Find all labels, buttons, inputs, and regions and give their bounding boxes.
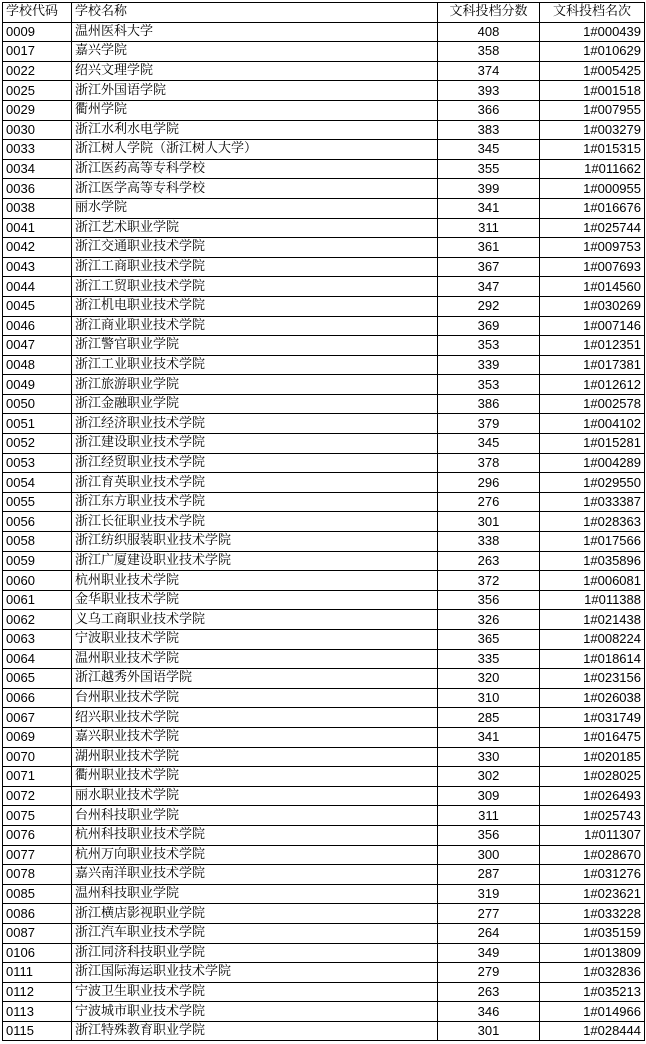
arts-score-cell: 287 [438, 865, 540, 885]
school-name-cell: 浙江纺织服装职业技术学院 [72, 532, 438, 552]
header-arts-rank: 文科投档名次 [540, 3, 645, 23]
table-row [3, 825, 645, 845]
table-row [3, 336, 645, 356]
school-name-cell: 浙江医药高等专科学校 [72, 159, 438, 179]
school-code-cell: 0030 [3, 120, 72, 140]
arts-score-cell: 264 [438, 923, 540, 943]
arts-score-cell: 310 [438, 688, 540, 708]
arts-rank-cell: 1#017566 [540, 532, 645, 552]
arts-score-cell: 319 [438, 884, 540, 904]
school-code-cell: 0055 [3, 492, 72, 512]
table-row [3, 296, 645, 316]
school-code-cell: 0078 [3, 865, 72, 885]
header-school-code: 学校代码 [3, 3, 72, 23]
table-row [3, 571, 645, 591]
table-row [3, 453, 645, 473]
school-name-cell: 温州职业技术学院 [72, 649, 438, 669]
school-name-cell: 浙江特殊教育职业学院 [72, 1021, 438, 1041]
table-row [3, 179, 645, 199]
school-code-cell: 0111 [3, 963, 72, 983]
school-code-cell: 0025 [3, 81, 72, 101]
school-code-cell: 0060 [3, 571, 72, 591]
arts-score-cell: 311 [438, 218, 540, 238]
table-row [3, 473, 645, 493]
arts-score-cell: 345 [438, 140, 540, 160]
school-code-cell: 0049 [3, 375, 72, 395]
school-name-cell: 杭州职业技术学院 [72, 571, 438, 591]
table-row [3, 865, 645, 885]
school-name-cell: 宁波卫生职业技术学院 [72, 982, 438, 1002]
table-row [3, 238, 645, 258]
table-row [3, 140, 645, 160]
table-row [3, 414, 645, 434]
school-name-cell: 浙江汽车职业技术学院 [72, 923, 438, 943]
arts-score-cell: 320 [438, 669, 540, 689]
arts-score-cell: 365 [438, 630, 540, 650]
school-code-cell: 0067 [3, 708, 72, 728]
table-row [3, 394, 645, 414]
table-row [3, 630, 645, 650]
school-name-cell: 绍兴文理学院 [72, 61, 438, 81]
school-code-cell: 0050 [3, 394, 72, 414]
arts-score-cell: 302 [438, 767, 540, 787]
school-code-cell: 0061 [3, 590, 72, 610]
school-code-cell: 0038 [3, 198, 72, 218]
table-row [3, 923, 645, 943]
school-code-cell: 0051 [3, 414, 72, 434]
arts-score-cell: 367 [438, 257, 540, 277]
table-row [3, 198, 645, 218]
school-code-cell: 0042 [3, 238, 72, 258]
arts-score-cell: 301 [438, 512, 540, 532]
arts-score-cell: 279 [438, 963, 540, 983]
arts-rank-cell: 1#004102 [540, 414, 645, 434]
school-code-cell: 0070 [3, 747, 72, 767]
school-code-cell: 0075 [3, 806, 72, 826]
arts-rank-cell: 1#020185 [540, 747, 645, 767]
school-code-cell: 0085 [3, 884, 72, 904]
school-code-cell: 0036 [3, 179, 72, 199]
table-row [3, 786, 645, 806]
table-body [3, 22, 645, 1041]
arts-rank-cell: 1#015315 [540, 140, 645, 160]
arts-score-cell: 374 [438, 61, 540, 81]
school-name-cell: 浙江警官职业学院 [72, 336, 438, 356]
school-code-cell: 0034 [3, 159, 72, 179]
school-name-cell: 浙江国际海运职业技术学院 [72, 963, 438, 983]
table-row [3, 61, 645, 81]
arts-rank-cell: 1#023621 [540, 884, 645, 904]
arts-rank-cell: 1#017381 [540, 355, 645, 375]
table-row [3, 218, 645, 238]
arts-rank-cell: 1#005425 [540, 61, 645, 81]
table-row [3, 727, 645, 747]
school-name-cell: 绍兴职业技术学院 [72, 708, 438, 728]
arts-score-cell: 356 [438, 590, 540, 610]
school-name-cell: 杭州科技职业技术学院 [72, 825, 438, 845]
school-name-cell: 浙江长征职业技术学院 [72, 512, 438, 532]
arts-score-cell: 338 [438, 532, 540, 552]
school-code-cell: 0086 [3, 904, 72, 924]
table-row [3, 1002, 645, 1022]
school-name-cell: 浙江东方职业技术学院 [72, 492, 438, 512]
school-code-cell: 0106 [3, 943, 72, 963]
school-name-cell: 浙江工业职业技术学院 [72, 355, 438, 375]
arts-rank-cell: 1#026493 [540, 786, 645, 806]
school-code-cell: 0043 [3, 257, 72, 277]
arts-rank-cell: 1#025744 [540, 218, 645, 238]
school-name-cell: 浙江建设职业技术学院 [72, 434, 438, 454]
arts-score-cell: 276 [438, 492, 540, 512]
school-code-cell: 0115 [3, 1021, 72, 1041]
arts-rank-cell: 1#018614 [540, 649, 645, 669]
table-row [3, 316, 645, 336]
school-code-cell: 0072 [3, 786, 72, 806]
arts-rank-cell: 1#035213 [540, 982, 645, 1002]
arts-score-cell: 345 [438, 434, 540, 454]
arts-rank-cell: 1#033387 [540, 492, 645, 512]
arts-rank-cell: 1#028025 [540, 767, 645, 787]
arts-rank-cell: 1#035896 [540, 551, 645, 571]
table-row [3, 806, 645, 826]
school-code-cell: 0022 [3, 61, 72, 81]
table-row [3, 100, 645, 120]
school-name-cell: 温州科技职业学院 [72, 884, 438, 904]
arts-score-cell: 335 [438, 649, 540, 669]
arts-rank-cell: 1#030269 [540, 296, 645, 316]
school-name-cell: 浙江外国语学院 [72, 81, 438, 101]
school-code-cell: 0052 [3, 434, 72, 454]
school-name-cell: 浙江横店影视职业学院 [72, 904, 438, 924]
arts-rank-cell: 1#028670 [540, 845, 645, 865]
table-row [3, 884, 645, 904]
school-code-cell: 0046 [3, 316, 72, 336]
school-code-cell: 0058 [3, 532, 72, 552]
school-name-cell: 浙江旅游职业学院 [72, 375, 438, 395]
arts-rank-cell: 1#009753 [540, 238, 645, 258]
arts-score-cell: 263 [438, 982, 540, 1002]
table-row [3, 669, 645, 689]
school-name-cell: 浙江水利水电学院 [72, 120, 438, 140]
header-arts-score: 文科投档分数 [438, 3, 540, 23]
school-code-cell: 0063 [3, 630, 72, 650]
table-row [3, 512, 645, 532]
arts-score-cell: 399 [438, 179, 540, 199]
arts-rank-cell: 1#021438 [540, 610, 645, 630]
school-code-cell: 0009 [3, 22, 72, 42]
school-code-cell: 0059 [3, 551, 72, 571]
school-code-cell: 0017 [3, 42, 72, 62]
school-code-cell: 0045 [3, 296, 72, 316]
table-row [3, 845, 645, 865]
school-code-cell: 0047 [3, 336, 72, 356]
arts-score-cell: 263 [438, 551, 540, 571]
arts-rank-cell: 1#012351 [540, 336, 645, 356]
school-name-cell: 浙江同济科技职业学院 [72, 943, 438, 963]
arts-score-cell: 361 [438, 238, 540, 258]
school-name-cell: 宁波城市职业技术学院 [72, 1002, 438, 1022]
table-row [3, 434, 645, 454]
arts-score-cell: 341 [438, 198, 540, 218]
arts-score-cell: 339 [438, 355, 540, 375]
table-row [3, 708, 645, 728]
arts-rank-cell: 1#016475 [540, 727, 645, 747]
school-name-cell: 衢州职业技术学院 [72, 767, 438, 787]
arts-rank-cell: 1#035159 [540, 923, 645, 943]
arts-score-cell: 349 [438, 943, 540, 963]
arts-score-cell: 408 [438, 22, 540, 42]
arts-rank-cell: 1#001518 [540, 81, 645, 101]
arts-rank-cell: 1#008224 [540, 630, 645, 650]
arts-score-cell: 386 [438, 394, 540, 414]
school-name-cell: 嘉兴南洋职业技术学院 [72, 865, 438, 885]
school-name-cell: 金华职业技术学院 [72, 590, 438, 610]
school-name-cell: 浙江育英职业技术学院 [72, 473, 438, 493]
school-code-cell: 0066 [3, 688, 72, 708]
arts-rank-cell: 1#031749 [540, 708, 645, 728]
school-code-cell: 0048 [3, 355, 72, 375]
header-row [3, 3, 645, 23]
school-code-cell: 0112 [3, 982, 72, 1002]
school-name-cell: 温州医科大学 [72, 22, 438, 42]
table-row [3, 120, 645, 140]
arts-rank-cell: 1#014966 [540, 1002, 645, 1022]
arts-score-cell: 353 [438, 375, 540, 395]
school-name-cell: 杭州万向职业技术学院 [72, 845, 438, 865]
school-name-cell: 浙江医学高等专科学校 [72, 179, 438, 199]
arts-score-cell: 292 [438, 296, 540, 316]
school-name-cell: 湖州职业技术学院 [72, 747, 438, 767]
arts-score-cell: 347 [438, 277, 540, 297]
table-row [3, 649, 645, 669]
school-code-cell: 0054 [3, 473, 72, 493]
table-row [3, 904, 645, 924]
table-row [3, 532, 645, 552]
arts-score-cell: 393 [438, 81, 540, 101]
school-code-cell: 0041 [3, 218, 72, 238]
arts-rank-cell: 1#006081 [540, 571, 645, 591]
arts-score-cell: 326 [438, 610, 540, 630]
arts-rank-cell: 1#029550 [540, 473, 645, 493]
school-code-cell: 0029 [3, 100, 72, 120]
arts-rank-cell: 1#014560 [540, 277, 645, 297]
arts-rank-cell: 1#007693 [540, 257, 645, 277]
table-row [3, 257, 645, 277]
school-code-cell: 0113 [3, 1002, 72, 1022]
arts-rank-cell: 1#016676 [540, 198, 645, 218]
table-row [3, 1021, 645, 1041]
school-code-cell: 0065 [3, 669, 72, 689]
arts-score-cell: 355 [438, 159, 540, 179]
table-row [3, 42, 645, 62]
school-code-cell: 0053 [3, 453, 72, 473]
school-name-cell: 浙江经济职业技术学院 [72, 414, 438, 434]
school-code-cell: 0076 [3, 825, 72, 845]
arts-rank-cell: 1#011388 [540, 590, 645, 610]
arts-score-cell: 372 [438, 571, 540, 591]
school-name-cell: 浙江金融职业学院 [72, 394, 438, 414]
table-row [3, 81, 645, 101]
table-row [3, 943, 645, 963]
arts-rank-cell: 1#011662 [540, 159, 645, 179]
table-row [3, 590, 645, 610]
school-name-cell: 台州职业技术学院 [72, 688, 438, 708]
arts-rank-cell: 1#023156 [540, 669, 645, 689]
arts-score-cell: 301 [438, 1021, 540, 1041]
admission-score-table [2, 2, 645, 1041]
arts-score-cell: 309 [438, 786, 540, 806]
school-name-cell: 浙江工商职业技术学院 [72, 257, 438, 277]
arts-rank-cell: 1#007146 [540, 316, 645, 336]
arts-score-cell: 341 [438, 727, 540, 747]
arts-rank-cell: 1#007955 [540, 100, 645, 120]
table-row [3, 159, 645, 179]
table-row [3, 610, 645, 630]
arts-score-cell: 383 [438, 120, 540, 140]
arts-score-cell: 356 [438, 825, 540, 845]
arts-rank-cell: 1#011307 [540, 825, 645, 845]
arts-rank-cell: 1#032836 [540, 963, 645, 983]
table-row [3, 22, 645, 42]
school-name-cell: 浙江越秀外国语学院 [72, 669, 438, 689]
arts-rank-cell: 1#033228 [540, 904, 645, 924]
arts-rank-cell: 1#003279 [540, 120, 645, 140]
arts-score-cell: 366 [438, 100, 540, 120]
header-school-name: 学校名称 [72, 3, 438, 23]
school-name-cell: 浙江机电职业技术学院 [72, 296, 438, 316]
arts-rank-cell: 1#000955 [540, 179, 645, 199]
table-row [3, 355, 645, 375]
school-name-cell: 台州科技职业学院 [72, 806, 438, 826]
arts-rank-cell: 1#028363 [540, 512, 645, 532]
arts-rank-cell: 1#013809 [540, 943, 645, 963]
arts-score-cell: 277 [438, 904, 540, 924]
arts-rank-cell: 1#031276 [540, 865, 645, 885]
school-code-cell: 0069 [3, 727, 72, 747]
school-name-cell: 浙江树人学院（浙江树人大学） [72, 140, 438, 160]
arts-rank-cell: 1#010629 [540, 42, 645, 62]
school-name-cell: 义乌工商职业技术学院 [72, 610, 438, 630]
arts-score-cell: 296 [438, 473, 540, 493]
table-row [3, 982, 645, 1002]
arts-rank-cell: 1#012612 [540, 375, 645, 395]
school-code-cell: 0044 [3, 277, 72, 297]
arts-rank-cell: 1#000439 [540, 22, 645, 42]
arts-rank-cell: 1#002578 [540, 394, 645, 414]
arts-rank-cell: 1#026038 [540, 688, 645, 708]
arts-score-cell: 300 [438, 845, 540, 865]
school-name-cell: 浙江艺术职业学院 [72, 218, 438, 238]
table-row [3, 277, 645, 297]
arts-rank-cell: 1#015281 [540, 434, 645, 454]
arts-score-cell: 285 [438, 708, 540, 728]
school-name-cell: 浙江工贸职业技术学院 [72, 277, 438, 297]
school-name-cell: 丽水学院 [72, 198, 438, 218]
school-code-cell: 0087 [3, 923, 72, 943]
table-row [3, 747, 645, 767]
arts-rank-cell: 1#004289 [540, 453, 645, 473]
table-row [3, 963, 645, 983]
school-name-cell: 浙江交通职业技术学院 [72, 238, 438, 258]
school-code-cell: 0071 [3, 767, 72, 787]
school-name-cell: 宁波职业技术学院 [72, 630, 438, 650]
table-row [3, 492, 645, 512]
school-name-cell: 浙江经贸职业技术学院 [72, 453, 438, 473]
school-code-cell: 0064 [3, 649, 72, 669]
arts-score-cell: 378 [438, 453, 540, 473]
school-name-cell: 浙江广厦建设职业技术学院 [72, 551, 438, 571]
table-row [3, 688, 645, 708]
arts-score-cell: 311 [438, 806, 540, 826]
arts-score-cell: 379 [438, 414, 540, 434]
table-row [3, 767, 645, 787]
arts-score-cell: 346 [438, 1002, 540, 1022]
arts-score-cell: 358 [438, 42, 540, 62]
arts-rank-cell: 1#025743 [540, 806, 645, 826]
arts-score-cell: 330 [438, 747, 540, 767]
table-row [3, 551, 645, 571]
school-name-cell: 嘉兴学院 [72, 42, 438, 62]
school-code-cell: 0056 [3, 512, 72, 532]
school-name-cell: 嘉兴职业技术学院 [72, 727, 438, 747]
school-name-cell: 衢州学院 [72, 100, 438, 120]
school-code-cell: 0033 [3, 140, 72, 160]
school-name-cell: 丽水职业技术学院 [72, 786, 438, 806]
arts-rank-cell: 1#028444 [540, 1021, 645, 1041]
table-row [3, 375, 645, 395]
school-code-cell: 0062 [3, 610, 72, 630]
school-code-cell: 0077 [3, 845, 72, 865]
arts-score-cell: 353 [438, 336, 540, 356]
school-name-cell: 浙江商业职业技术学院 [72, 316, 438, 336]
arts-score-cell: 369 [438, 316, 540, 336]
